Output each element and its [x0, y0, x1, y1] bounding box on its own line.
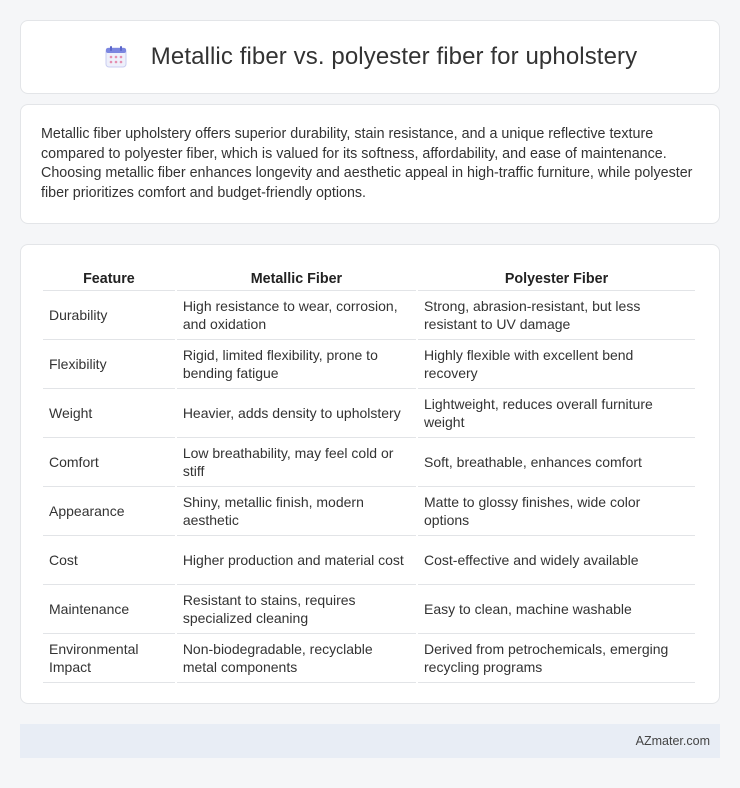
table-row — [43, 340, 695, 389]
metallic-cell: Heavier, adds density to upholstery — [177, 389, 416, 438]
polyester-cell: Strong, abrasion-resistant, but less resistant to UV damage — [418, 291, 695, 340]
intro-card — [20, 104, 720, 224]
polyester-cell: Lightweight, reduces overall furniture weight — [418, 389, 695, 438]
table-row — [43, 389, 695, 438]
feature-cell: Cost — [43, 536, 175, 585]
polyester-cell: Easy to clean, machine washable — [418, 585, 695, 634]
table-header-row — [43, 265, 695, 291]
page-title: Metallic fiber vs. polyester fiber for upholstery — [150, 43, 638, 70]
feature-cell: Weight — [43, 389, 175, 438]
polyester-cell: Soft, breathable, enhances comfort — [418, 438, 695, 487]
metallic-cell: Higher production and material cost — [177, 536, 416, 585]
comparison-table-card — [20, 244, 720, 704]
calendar-icon — [103, 44, 129, 70]
feature-cell: Maintenance — [43, 585, 175, 634]
table-row — [43, 487, 695, 536]
metallic-cell: Rigid, limited flexibility, prone to bending fatigue — [177, 340, 416, 389]
header-metallic-fiber: Metallic Fiber — [177, 265, 416, 291]
table-row — [43, 536, 695, 585]
comparison-table — [41, 265, 697, 683]
header-feature: Feature — [43, 265, 175, 291]
header-card — [20, 20, 720, 94]
title-wrap — [103, 43, 637, 71]
metallic-cell: Resistant to stains, requires specialized cleaning — [177, 585, 416, 634]
feature-cell: Environmental Impact — [43, 634, 175, 683]
table-row — [43, 634, 695, 683]
metallic-cell: Non-biodegradable, recyclable metal components — [177, 634, 416, 683]
metallic-cell: Low breathability, may feel cold or stiff — [177, 438, 416, 487]
feature-cell: Comfort — [43, 438, 175, 487]
polyester-cell: Derived from petrochemicals, emerging recycling programs — [418, 634, 695, 683]
feature-cell: Appearance — [43, 487, 175, 536]
table-row — [43, 291, 695, 340]
polyester-cell: Cost-effective and widely available — [418, 536, 695, 585]
intro-paragraph: Metallic fiber upholstery offers superior durability, stain resistance, and a unique reflective texture compared to polyester fiber, which is valued for its softness, affordability, and ease of maintenance. Choosing metallic fiber enhances longevity and aesthetic appeal in high-traffic furniture, while polyester fiber prioritizes comfort and budget-friendly options. — [41, 126, 693, 201]
metallic-cell: High resistance to wear, corrosion, and oxidation — [177, 291, 416, 340]
footer-source: AZmater.com — [635, 734, 710, 748]
metallic-cell: Shiny, metallic finish, modern aesthetic — [177, 487, 416, 536]
header-polyester-fiber: Polyester Fiber — [418, 265, 695, 291]
footer-bar — [20, 724, 720, 758]
table-row — [43, 438, 695, 487]
polyester-cell: Matte to glossy finishes, wide color options — [418, 487, 695, 536]
table-row — [43, 585, 695, 634]
feature-cell: Flexibility — [43, 340, 175, 389]
feature-cell: Durability — [43, 291, 175, 340]
polyester-cell: Highly flexible with excellent bend recovery — [418, 340, 695, 389]
